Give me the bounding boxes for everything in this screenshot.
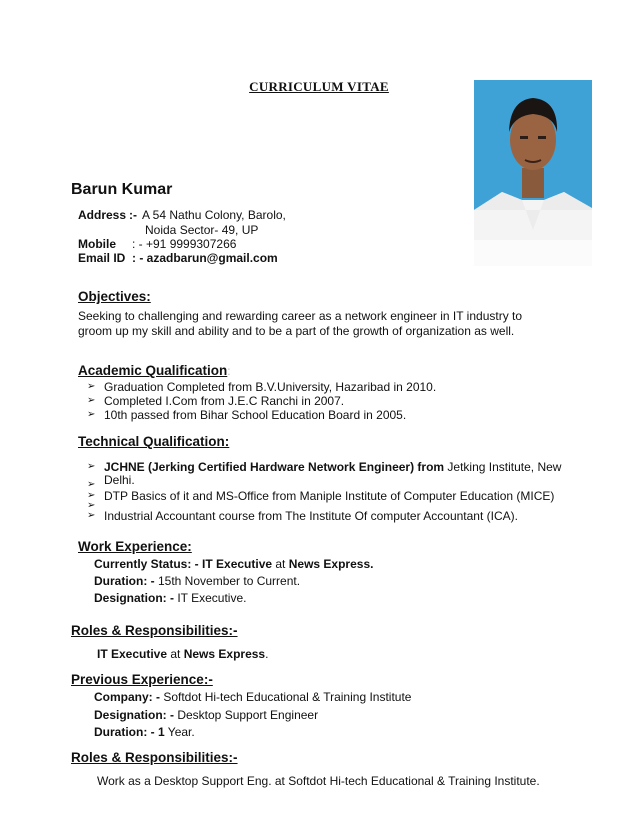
bullet-arrow-icon: ➢ — [87, 490, 96, 501]
bullet-arrow-icon: ➢ — [87, 510, 96, 521]
work-duration-label: Duration: - — [94, 574, 155, 588]
previous-duration-value: Year. — [164, 725, 195, 739]
roles-2-text: Work as a Desktop Support Eng. at Softdot Hi-tech Educational & Training Institute. — [97, 774, 540, 788]
work-status-company: News Express. — [288, 557, 374, 571]
academic-heading-colon: : — [227, 364, 231, 378]
work-duration — [94, 574, 300, 588]
work-status-at: at — [272, 557, 289, 571]
work-duration-value: 15th November to Current. — [154, 574, 301, 588]
technical-item-1 — [104, 460, 561, 474]
roles-heading-2: Roles & Responsibilities:- — [71, 750, 238, 765]
technical-item-3: Industrial Accountant course from The Institute Of computer Accountant (ICA). — [104, 509, 518, 523]
academic-heading: Academic Qualification — [78, 363, 228, 378]
academic-item-1: Graduation Completed from B.V.University, Hazaribad in 2010. — [104, 380, 437, 394]
previous-designation-label: Designation: - — [94, 708, 174, 722]
technical-item-1-rest: Jetking Institute, New — [444, 460, 562, 474]
address-line-1: A 54 Nathu Colony, Barolo, — [142, 208, 286, 222]
previous-company — [94, 690, 411, 704]
roles-1-title: IT Executive — [97, 647, 168, 661]
objectives-line-2: groom up my skill and ability and to be a part of the growth of organization as well. — [78, 324, 515, 338]
work-heading: Work Experience: — [78, 539, 192, 554]
technical-heading: Technical Qualification: — [78, 434, 230, 449]
work-status-label: Currently Status: - IT Executive — [94, 557, 273, 571]
work-designation-value: IT Executive. — [174, 591, 247, 605]
previous-designation — [94, 708, 318, 722]
academic-item-3: 10th passed from Bihar School Education Board in 2005. — [104, 408, 407, 422]
work-designation-label: Designation: - — [94, 591, 174, 605]
objectives-heading: Objectives: — [78, 289, 151, 304]
mobile-value: : - +91 9999307266 — [132, 237, 237, 251]
bullet-arrow-icon: ➢ — [87, 395, 96, 406]
academic-item-2: Completed I.Com from J.E.C Ranchi in 2007. — [104, 394, 345, 408]
profile-photo — [474, 80, 592, 266]
email-value: : - azadbarun@gmail.com — [132, 251, 278, 265]
bullet-arrow-icon: ➢ — [87, 479, 96, 490]
address-separator: :- — [129, 208, 137, 222]
bullet-arrow-icon: ➢ — [87, 500, 96, 511]
technical-item-1-bold: JCHNE (Jerking Certified Hardware Network Engineer) from — [104, 460, 445, 474]
previous-company-value: Softdot Hi-tech Educational & Training Institute — [160, 690, 412, 704]
roles-1-end: . — [265, 647, 269, 661]
previous-designation-value: Desktop Support Engineer — [174, 708, 319, 722]
objectives-line-1: Seeking to challenging and rewarding career as a network engineer in IT industry to — [78, 309, 523, 323]
roles-1-company: News Express — [183, 647, 266, 661]
roles-heading-1: Roles & Responsibilities:- — [71, 623, 238, 638]
roles-1-at: at — [167, 647, 184, 661]
candidate-name: Barun Kumar — [71, 181, 173, 198]
address-label: Address — [78, 208, 127, 222]
work-status — [94, 557, 373, 571]
previous-duration — [94, 725, 195, 739]
previous-heading: Previous Experience:- — [71, 672, 213, 687]
bullet-arrow-icon: ➢ — [87, 381, 96, 392]
bullet-arrow-icon: ➢ — [87, 409, 96, 420]
previous-duration-label: Duration: - 1 — [94, 725, 165, 739]
address-line-2: Noida Sector- 49, UP — [145, 223, 259, 237]
previous-company-label: Company: - — [94, 690, 160, 704]
document-title: CURRICULUM VITAE — [249, 79, 389, 94]
academic-heading-row — [78, 363, 231, 378]
technical-item-2: DTP Basics of it and MS-Office from Maniple Institute of Computer Education (MICE) — [104, 489, 555, 503]
email-label: Email ID — [78, 251, 126, 265]
bullet-arrow-icon: ➢ — [87, 461, 96, 472]
roles-1-text — [97, 647, 268, 661]
work-designation — [94, 591, 246, 605]
technical-item-1-line-2: Delhi. — [104, 473, 135, 487]
mobile-label: Mobile — [78, 237, 116, 251]
